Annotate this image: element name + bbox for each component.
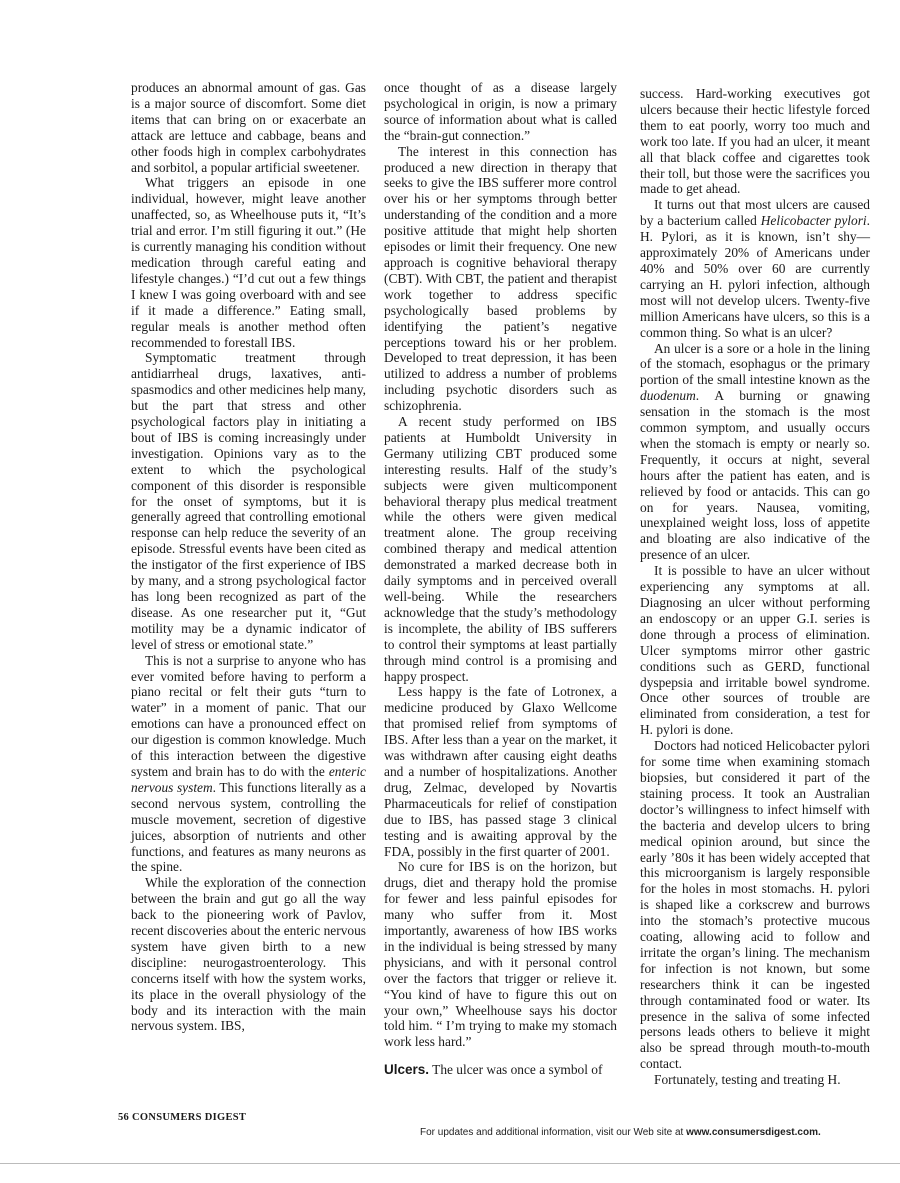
paragraph: produces an abnormal amount of gas. Gas is a major source of discomfort. Some diet items that can bring on or exacerbate an attack are lettuce and cabbage, beans and other foods high in complex carbohydrates and sorbitol, a popular artificial sweetener. bbox=[131, 80, 366, 175]
website-note: For updates and additional information, visit our Web site at bbox=[420, 1127, 684, 1138]
paragraph: While the exploration of the connection between the brain and gut go all the way back to the pioneering work of Pavlov, recent discoveries about the enteric nervous system have given birth to a new discipline: neurogastroenterology. This concerns itself with how the system works, its place in the overall physiology of the body and its interaction with the main nervous system. IBS, bbox=[131, 875, 366, 1034]
paragraph: Symptomatic treatment through antidiarrheal drugs, laxatives, anti-spasmodics and other medicines help many, but the part that stress and other psychological factors play in initiating a bout of IBS is coming increasingly under investigation. Opinions vary as to the extent to which the psychological component of this disorder is responsible for the onset of symptoms, but it is generally agreed that controlling emotional response can help reduce the severity of an episode. Stressful events have been cited as the instigator of the first experience of IBS by many, and a strong psychological factor has long been recognized as part of the disease. As one researcher put it, “Gut motility may be a dynamic indicator of level of stress or emotional state.” bbox=[131, 350, 366, 652]
paragraph: An ulcer is a sore or a hole in the lining of the stomach, esophagus or the primary portion of the small intestine known as the duodenum. A burning or gnawing sensation in the stomach is the most common symptom, and usually occurs when the stomach is empty or nearly so. Frequently, it occurs at night, several hours after the patient has eaten, and is relieved by food or antacids. This can go on for years. Nausea, vomiting, unexplained weight loss, loss of appetite and bloating are also indicative of the presence of an ulcer. bbox=[640, 340, 870, 563]
website-link[interactable]: www.consumersdigest.com. bbox=[686, 1127, 821, 1138]
paragraph: A recent study performed on IBS patients at Humboldt University in Germany utilizing CBT produced some interesting results. Half of the study’s subjects were given multicomponent behavioral therapy plus medical treatment while the others were given medical treatment alone. The group receiving combined therapy and medical attention demonstrated a marked decrease both in daily symptoms and in perceived overall well-being. While the researchers acknowledge that the study’s methodology is incomplete, the ability of IBS sufferers to control their symptoms at least partially through mind control is a promising and happy prospect. bbox=[384, 414, 617, 684]
paragraph: Less happy is the fate of Lotronex, a medicine produced by Glaxo Wellcome that promised relief from symptoms of IBS. After less than a year on the market, it was withdrawn after causing eight deaths and a number of hospitalizations. Another drug, Zelmac, developed by Novartis Pharmaceuticals for relief of constipation due to IBS, has passed stage 3 clinical testing and is awaiting approval by the FDA, possibly in the first quarter of 2001. bbox=[384, 684, 617, 859]
paragraph: No cure for IBS is on the horizon, but drugs, diet and therapy hold the promise for fewer and less painful episodes for many who suffer from it. Most importantly, awareness of how IBS works in the individual is being stressed by many physicians, and with it personal control over the factors that trigger or relieve it. “You kind of have to figure this out on your own,” Wheelhouse says his doctor told him. “ I’m trying to make my stomach work less hard.” bbox=[384, 859, 617, 1050]
ulcers-subhead: Ulcers. bbox=[384, 1062, 430, 1078]
page-bottom-rule bbox=[0, 1163, 900, 1164]
article-column-1 bbox=[131, 80, 366, 1034]
article-column-3 bbox=[640, 86, 870, 1088]
paragraph: What triggers an episode in one individual, however, might leave another unaffected, so, as Wheelhouse puts it, “It’s trial and error. I’m still figuring it out.” (He is currently managing his condition without medication through careful eating and lifestyle changes.) “I’d cut out a few things I knew I was going overboard with and see if it made a difference.” Eating small, regular meals is another method often recommended to forestall IBS. bbox=[131, 175, 366, 350]
article-column-2 bbox=[384, 80, 617, 1078]
paragraph: This is not a surprise to anyone who has ever vomited before having to perform a piano recital or felt their guts “turn to water” in a moment of panic. That our emotions can have a pronounced effect on our digestion is common knowledge. Much of this interaction between the digestive system and brain has to do with the enteric nervous system. This functions literally as a second nervous system, controlling the muscle movement, secretion of digestive juices, absorption of nutrients and other functions, and features as many neurons as the spine. bbox=[131, 652, 366, 875]
paragraph: Doctors had noticed Helicobacter pylori for some time when examining stomach biopsies, but considered it part of the staining process. It took an Australian doctor’s willingness to infect himself with the bacteria and develop ulcers to bring medical opinion around, but since the early ’80s it has been widely accepted that this microorganism is largely responsible for the holes in most stomachs. H. pylori is shaped like a corkscrew and burrows into the stomach’s protective mucous coating, allowing acid to follow and irritate the organ’s lining. The mechanism for infection is not known, but some researchers think it can be ingested through contaminated food or water. Its presence in the saliva of some infected persons leads others to believe it might also be spread through mouth-to-mouth contact. bbox=[640, 738, 870, 1072]
paragraph: once thought of as a disease largely psychological in origin, is now a primary source of information about what is called the “brain-gut connection.” bbox=[384, 80, 617, 143]
ulcers-subhead-text: The ulcer was once a symbol of bbox=[429, 1062, 603, 1078]
website-footer bbox=[420, 1127, 821, 1138]
paragraph: It is possible to have an ulcer without experiencing any symptoms at all. Diagnosing an ulcer without performing an endoscopy or an upper G.I. series is done through a process of elimination. Ulcer symptoms mirror other gastric conditions such as GERD, functional dyspepsia and irritable bowel syndrome. Once other sources of trouble are eliminated from consideration, a test for H. pylori is done. bbox=[640, 563, 870, 738]
page-number-footer: 56 CONSUMERS DIGEST bbox=[118, 1112, 247, 1123]
paragraph: success. Hard-working executives got ulcers because their hectic lifestyle forced them to eat poorly, worry too much and work too late. If you had an ulcer, it meant all that black coffee and cigarettes took their toll, but those were the sacrifices you made to get ahead. bbox=[640, 86, 870, 197]
paragraph: The interest in this connection has produced a new direction in therapy that seeks to give the IBS sufferer more control over his or her symptoms through better understanding of the condition and a more positive attitude that might help shorten episodes or limit their frequency. One new approach is cognitive behavioral therapy (CBT). With CBT, the patient and therapist work together to address specific psychologically based problems by identifying the patient’s negative perceptions toward his or her problem. Developed to treat depression, it has been utilized to address a number of problems including psychotic disorders such as schizophrenia. bbox=[384, 143, 617, 414]
paragraph: Fortunately, testing and treating H. bbox=[654, 1072, 841, 1088]
paragraph: It turns out that most ulcers are caused by a bacterium called Helicobacter pylori. H. Pylori, as it is known, isn’t shy—approximately 20% of Americans under 40% and 50% over 60 are currently carrying an H. pylori infection, although most will not develop ulcers. Twenty-five million Americans have ulcers, so this is a common thing. So what is an ulcer? bbox=[640, 197, 870, 340]
ulcers-subhead-paragraph bbox=[384, 1062, 617, 1078]
